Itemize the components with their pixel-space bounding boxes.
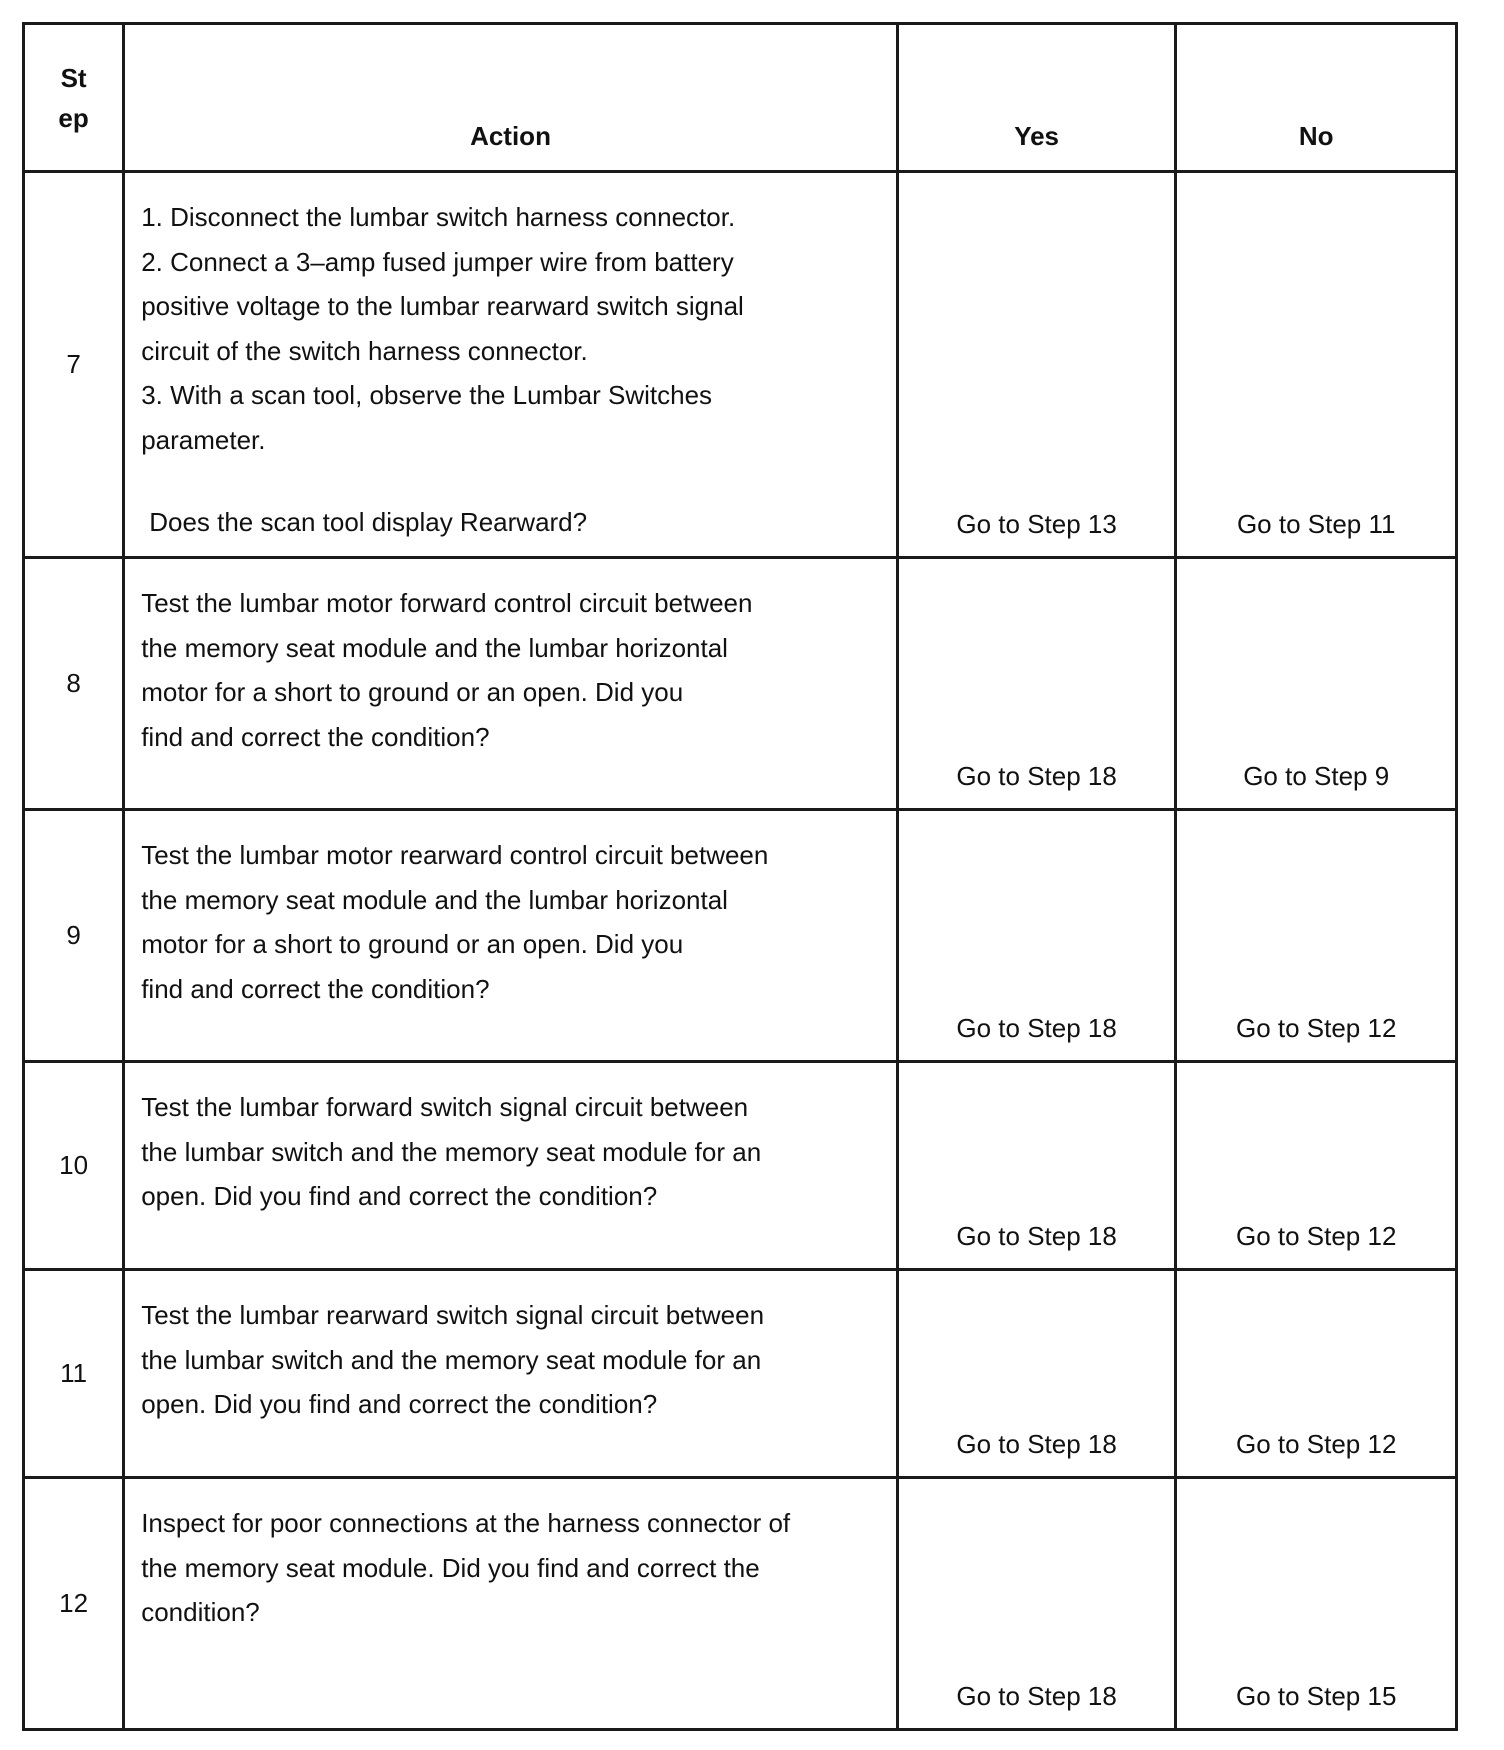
action-line: Test the lumbar motor forward control circuit between <box>141 588 753 618</box>
step-number: 12 <box>24 1478 124 1730</box>
no-result: Go to Step 15 <box>1176 1478 1457 1730</box>
action-cell <box>124 810 898 1062</box>
action-line: motor for a short to ground or an open. Did you <box>141 929 684 959</box>
action-line: 3. With a scan tool, observe the Lumbar Switches <box>141 380 713 410</box>
yes-result: Go to Step 18 <box>897 558 1176 810</box>
action-line: Test the lumbar motor rearward control circuit between <box>141 840 769 870</box>
action-line: the memory seat module and the lumbar horizontal <box>141 884 728 915</box>
no-result: Go to Step 12 <box>1176 1062 1457 1270</box>
action-cell <box>124 172 898 558</box>
action-line: positive voltage to the lumbar rearward switch signal <box>141 291 744 321</box>
yes-result: Go to Step 18 <box>897 810 1176 1062</box>
action-line: 1. Disconnect the lumbar switch harness connector. <box>141 202 736 232</box>
action-line: Inspect for poor connections at the harness connector of <box>141 1508 791 1538</box>
action-line: Test the lumbar rearward switch signal circuit between <box>141 1300 765 1330</box>
action-line: the memory seat module. Did you find and correct the <box>141 1552 760 1583</box>
action-line: motor for a short to ground or an open. Did you <box>141 677 684 707</box>
step-number: 11 <box>24 1270 124 1478</box>
step-number: 9 <box>24 810 124 1062</box>
action-line: parameter. <box>141 424 266 455</box>
no-result: Go to Step 12 <box>1176 810 1457 1062</box>
action-cell <box>124 1478 898 1730</box>
action-line: find and correct the condition? <box>141 721 490 752</box>
action-line: the memory seat module and the lumbar horizontal <box>141 632 728 663</box>
table-header-row <box>24 24 1457 172</box>
action-line: condition? <box>141 1597 260 1627</box>
action-line: open. Did you find and correct the condition? <box>141 1389 658 1419</box>
table-row <box>24 1478 1457 1730</box>
action-line: circuit of the switch harness connector. <box>141 335 588 366</box>
action-cell <box>124 1062 898 1270</box>
action-line: Test the lumbar forward switch signal circuit between <box>141 1092 749 1122</box>
table-row <box>24 172 1457 558</box>
action-line: find and correct the condition? <box>141 973 490 1004</box>
action-question: Does the scan tool display Rearward? <box>149 507 588 537</box>
step-number: 7 <box>24 172 124 558</box>
step-column-header <box>24 24 124 172</box>
yes-result: Go to Step 18 <box>897 1478 1176 1730</box>
yes-result: Go to Step 18 <box>897 1062 1176 1270</box>
no-result: Go to Step 11 <box>1176 172 1457 558</box>
action-line: open. Did you find and correct the condition? <box>141 1181 658 1211</box>
table-row <box>24 810 1457 1062</box>
action-line: the lumbar switch and the memory seat module for an <box>141 1344 762 1375</box>
step-header-line-1: St <box>60 62 87 93</box>
no-result: Go to Step 9 <box>1176 558 1457 810</box>
yes-result: Go to Step 18 <box>897 1270 1176 1478</box>
table-row <box>24 1062 1457 1270</box>
no-result: Go to Step 12 <box>1176 1270 1457 1478</box>
action-cell <box>124 558 898 810</box>
action-column-header: Action <box>124 24 898 172</box>
yes-result: Go to Step 13 <box>897 172 1176 558</box>
action-line: the lumbar switch and the memory seat module for an <box>141 1136 762 1167</box>
table-row <box>24 558 1457 810</box>
step-number: 8 <box>24 558 124 810</box>
action-line: 2. Connect a 3–amp fused jumper wire from battery <box>141 246 734 277</box>
step-header-line-2: ep <box>58 102 89 133</box>
action-cell <box>124 1270 898 1478</box>
table-row <box>24 1270 1457 1478</box>
diagnostic-step-table <box>22 22 1458 1731</box>
step-number: 10 <box>24 1062 124 1270</box>
no-column-header: No <box>1176 24 1457 172</box>
yes-column-header: Yes <box>897 24 1176 172</box>
